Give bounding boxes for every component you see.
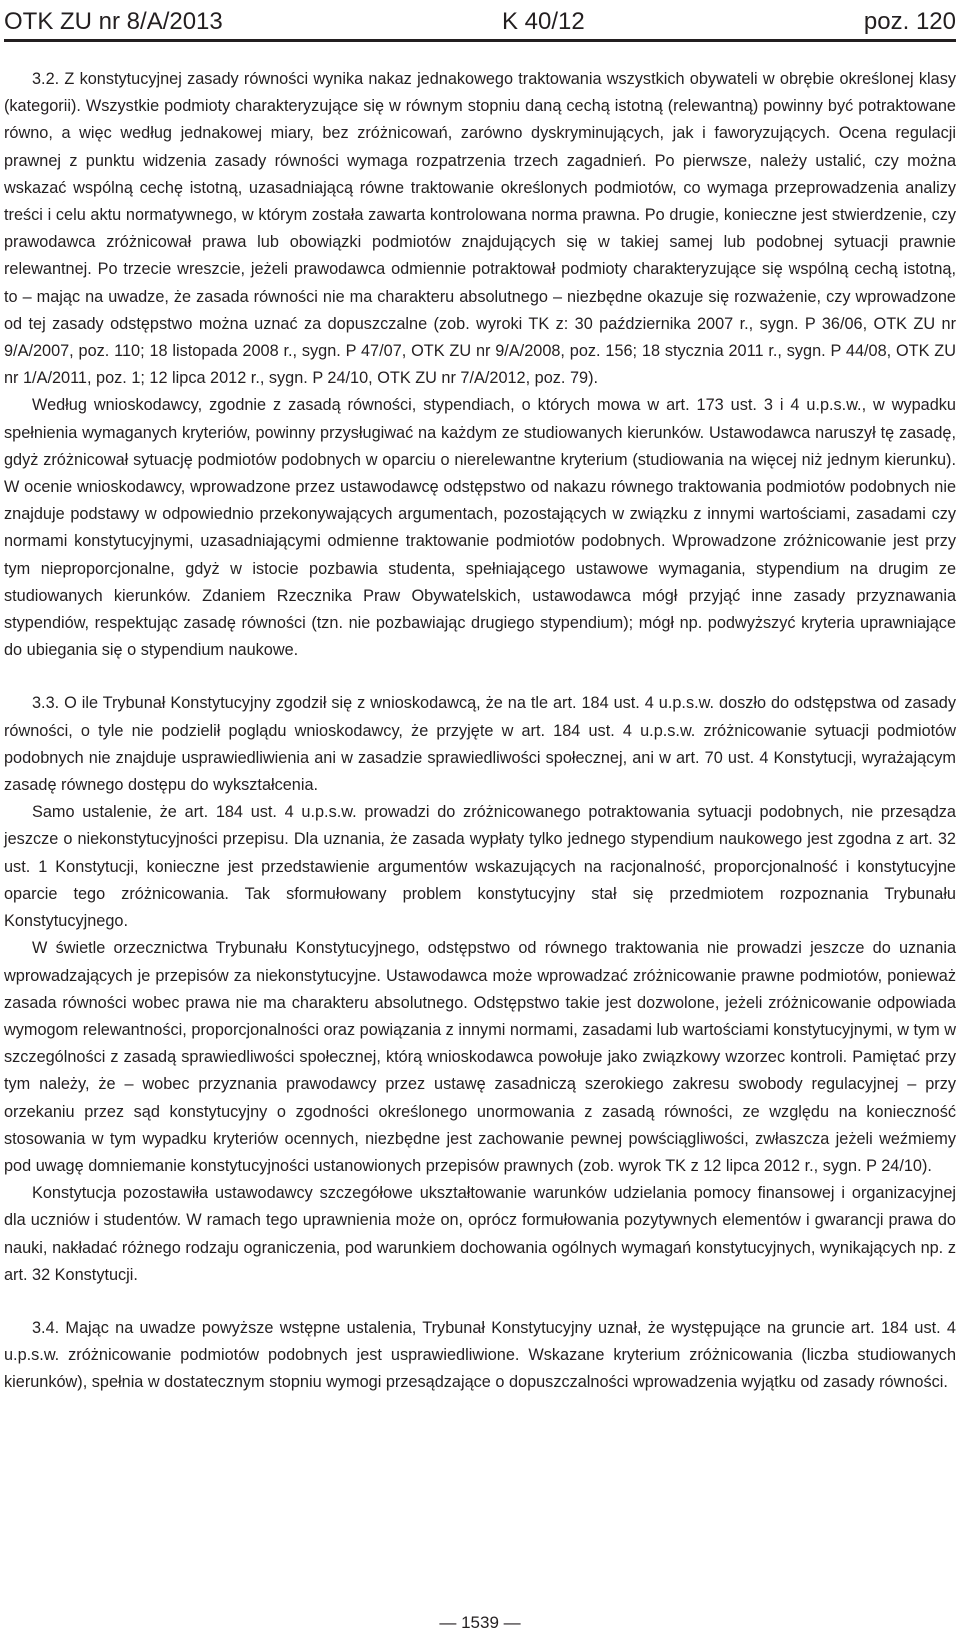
- paragraph-3-3: 3.3. O ile Trybunał Konstytucyjny zgodził się z wnioskodawcą, że na tle art. 184 ust. 4 u.p.s.w. doszło do odstępstwa od zasady równości, o tyle nie podzielił poglądu wnioskodawcy, że przyjęte w art. 184 ust. 4 u.p.s.w. zróżnicowanie sytuacji podmiotów podobnych nie znajduje usprawiedliwienia ani w zasadzie sprawiedliwości społecznej, ani w art. 70 ust. 4 Konstytucji, wyrażającym zasadę równego dostępu do wykształcenia.: [4, 694, 956, 795]
- paragraph-3-4: 3.4. Mając na uwadze powyższe wstępne ustalenia, Trybunał Konstytucyjny uznał, że występujące na gruncie art. 184 ust. 4 u.p.s.w. zróżnicowanie podmiotów podobnych jest usprawiedliwione. Wskazane kryterium zróżnicowania (liczba studiowanych kierunków), spełnia w dostatecznym stopniu wymogi przesądzające o dopuszczalności wprowadzenia wyjątku od zasady równości.: [4, 1318, 956, 1392]
- paragraph-constitution: Konstytucja pozostawiła ustawodawcy szczegółowe ukształtowanie warunków udzielania pomocy finansowej i organizacyjnej dla uczniów i studentów. W ramach tego uprawnienia może on, oprócz formułowania pozytywnych elementów i gwarancji prawa do nauki, nakładać różnego rodzaju ograniczenia, pod warunkiem dochowania ogólnych wymagań konstytucyjnych, wynikających np. z art. 32 Konstytucji.: [4, 1184, 956, 1284]
- paragraph-3-2: 3.2. Z konstytucyjnej zasady równości wynika nakaz jednakowego traktowania wszystkich obywateli w obrębie określonej klasy (kategorii). Wszystkie podmioty charakteryzujące się w równym stopniu daną cechą istotną (relewantną) powinny być potraktowane równo, a więc według jednakowej miary, bez zróżnicowań, zarówno dyskryminujących, jak i faworyzujących. Ocena regulacji prawnej z punktu widzenia zasady równości wymaga rozpatrzenia trzech zagadnień. Po pierwsze, należy ustalić, czy można wskazać wspólną cechę istotną, uzasadniającą równe traktowanie określonych podmiotów, co wymaga przeprowadzenia analizy treści i celu aktu normatywnego, w którym została zawarta kontrolowana norma prawna. Po drugie, konieczne jest stwierdzenie, czy prawodawca zróżnicował prawa lub obowiązki podmiotów znajdujących się w takiej samej lub podobnej sytuacji prawnie relewantnej. Po trzecie wreszcie, jeżeli prawodawca odmiennie potraktował podmioty charakteryzujące się wspólną cechą istotną, to – mając na uwadze, że zasada równości nie ma charakteru absolutnego – niezbędne okazuje się rozważenie, czy wprowadzone od tej zasady odstępstwo można uznać za dopuszczalne (zob. wyroki TK z: 30 października 2007 r., sygn. P 36/06, OTK ZU nr 9/A/2007, poz. 110; 18 listopada 2008 r., sygn. P 47/07, OTK ZU nr 9/A/2008, poz. 156; 18 stycznia 2011 r., sygn. P 44/08, OTK ZU nr 1/A/2011, poz. 1; 12 lipca 2012 r., sygn. P 24/10, OTK ZU nr 7/A/2012, poz. 79).: [4, 70, 956, 388]
- paragraph-applicant-view: Według wnioskodawcy, zgodnie z zasadą równości, stypendiach, o których mowa w art. 173 ust. 3 i 4 u.p.s.w., w wypadku spełnienia wymaganych kryteriów, powinny przysługiwać na każdym ze studiowanych kierunków. Ustawodawca naruszył tę zasadę, gdyż zróżnicował sytuację podmiotów podobnych w oparciu o nierelewantne kryterium (studiowania na więcej niż jednym kierunku). W ocenie wnioskodawcy, wprowadzone przez ustawodawcę odstępstwo od nakazu równego traktowania podmiotów podobnych nie znajduje podstawy w odpowiednio przekonywających argumentach, pozostających w związku z innymi wartościami, zasadami czy normami konstytucyjnymi, uzasadniającymi odmienne traktowanie podmiotów podobnych. Wprowadzone zróżnicowanie jest przy tym nieproporcjonalne, gdyż w istocie pozbawia studenta, spełniającego ustawowe wymagania, stypendium na drugim ze studiowanych kierunków. Zdaniem Rzecznika Praw Obywatelskich, ustawodawca mógł przyjąć inne zasady przyznawania stypendiów, respektując zasadę równości (tzn. nie pozbawiając drugiego stypendium); mógł np. podwyższyć kryteria uprawniające do ubiegania się o stypendium naukowe.: [4, 396, 956, 660]
- paragraph-finding: Samo ustalenie, że art. 184 ust. 4 u.p.s.w. prowadzi do zróżnicowanego potraktowania sytuacji podobnych, nie przesądza jeszcze o niekonstytucyjności przepisu. Dla uznania, że zasada wypłaty tylko jednego stypendium naukowego jest zgodna z art. 32 ust. 1 Konstytucji, konieczne jest przedstawienie argumentów wskazujących na racjonalność, proporcjonalność i konstytucyjne oparcie tego zróżnicowania. Tak sformułowany problem konstytucyjny stał się przedmiotem rozpoznania Trybunału Konstytucyjnego.: [4, 803, 956, 931]
- document-body: [4, 66, 956, 1397]
- paragraph-case-law: W świetle orzecznictwa Trybunału Konstytucyjnego, odstępstwo od równego traktowania nie prowadzi jeszcze do uznania wprowadzających je przepisów za niekonstytucyjne. Ustawodawca może wprowadzać zróżnicowanie prawne podmiotów, ponieważ zasada równości wobec prawa nie ma charakteru absolutnego. Odstępstwo takie jest dozwolone, jeżeli zróżnicowanie odpowiada wymogom relewantności, proporcjonalności oraz powiązania z innymi normami, zasadami lub wartościami konstytucyjnymi, w tym w szczególności z zasadą sprawiedliwości społecznej, którą wnioskodawca powołuje jako związkowy wzorzec kontroli. Pamiętać przy tym należy, że – wobec przyznania prawodawcy przez ustawę zasadniczą szerokiego zakresu swobody regulacyjnej – przy orzekaniu przez sąd konstytucyjny o zgodności określonego unormowania z zasadą równości, ze względu na konieczność stosowania w tym wypadku kryteriów ocennych, niezbędne jest zachowanie pewnej powściągliwości, zwłaszcza jeżeli weźmiemy pod uwagę domniemanie konstytucyjności ustanowionych przepisów prawnych (zob. wyrok TK z 12 lipca 2012 r., sygn. P 24/10).: [4, 939, 956, 1175]
- page-header: [4, 4, 956, 42]
- case-signature: K 40/12: [501, 7, 585, 35]
- position-number: poz. 120: [863, 7, 956, 35]
- journal-reference: OTK ZU nr 8/A/2013: [4, 7, 223, 35]
- page-number: — 1539 —: [439, 1613, 521, 1632]
